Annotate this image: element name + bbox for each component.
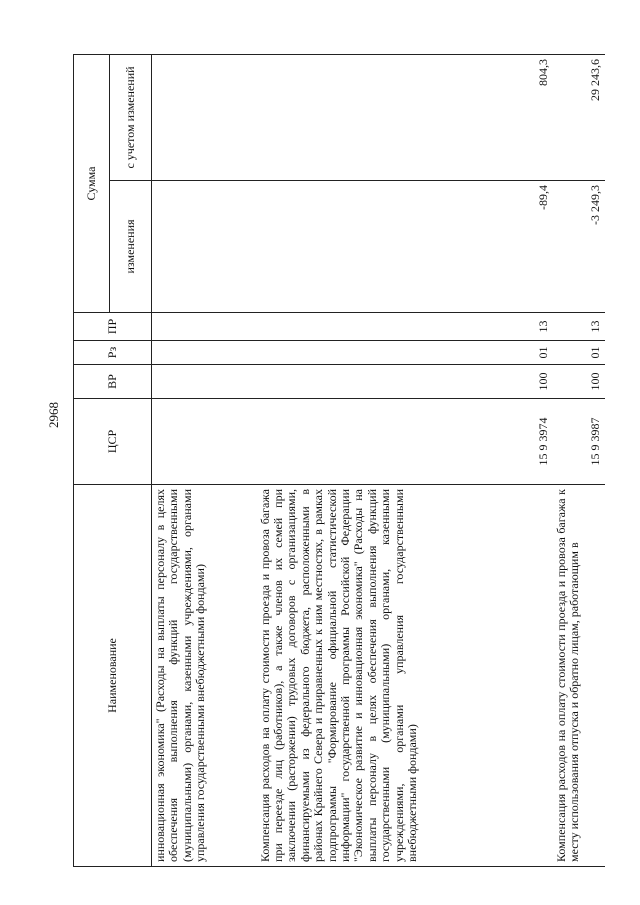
row-csr: 15 9 3974 xyxy=(257,399,553,485)
row-changes: -89,4 xyxy=(257,181,553,313)
row-changes xyxy=(152,181,257,313)
row-pr: 13 xyxy=(257,313,553,341)
row-rz xyxy=(152,341,257,365)
row-name: Компенсация расходов на оплату стоимости проезда и провоза багажа при переезде лиц (работников), а также членов их семей при заключении (расторжении) трудовых договоров с организациями, финансируемыми из федерального бюджета, расположенными в районах Крайнего Севера и приравненных к ним местностях, в рамках подпрограммы "Формирование официальной статистической информации" государственной программы Российской Федерации "Экономическое развитие и инновационная экономика" (Расходы на выплаты персоналу в целях обеспечения выполнения функций государственными (муниципальными) органами, казенными учреждениями, органами управления государственными внебюджетными фондами) xyxy=(257,485,553,867)
row-vr: 100 xyxy=(553,365,605,399)
header-vr: ВР xyxy=(74,365,152,399)
row-vr xyxy=(152,365,257,399)
row-rz: 01 xyxy=(553,341,605,365)
budget-table xyxy=(73,54,605,867)
table-row xyxy=(553,54,605,866)
row-vr: 100 xyxy=(257,365,553,399)
row-csr xyxy=(152,399,257,485)
header-name: Наименование xyxy=(74,485,152,867)
row-name: Компенсация расходов на оплату стоимости проезда и провоза багажа к месту использования отпуска и обратно лицам, работающим в xyxy=(553,485,605,867)
header-changes: изменения xyxy=(110,181,152,313)
header-pr: ПР xyxy=(74,313,152,341)
header-sum: Сумма xyxy=(74,54,110,312)
row-with-changes: 804,3 xyxy=(257,54,553,180)
table-row xyxy=(152,54,257,866)
row-changes: -3 249,3 xyxy=(553,181,605,313)
table-row xyxy=(257,54,553,866)
header-rz: Рз xyxy=(74,341,152,365)
header-csr: ЦСР xyxy=(74,399,152,485)
row-with-changes: 29 243,6 xyxy=(553,54,605,180)
row-pr: 13 xyxy=(553,313,605,341)
header-with-changes: с учетом изменений xyxy=(110,54,152,180)
row-csr: 15 9 3987 xyxy=(553,399,605,485)
row-rz: 01 xyxy=(257,341,553,365)
row-name: инновационная экономика" (Расходы на выплаты персоналу в целях обеспечения выполнения функций государственными (муниципальными) органами, казенными учреждениями, органами управления государственными внебюджетными фондами) xyxy=(152,485,257,867)
row-with-changes xyxy=(152,54,257,180)
page-number: 2968 xyxy=(46,402,61,428)
rotated-page-content xyxy=(73,55,608,867)
row-pr xyxy=(152,313,257,341)
